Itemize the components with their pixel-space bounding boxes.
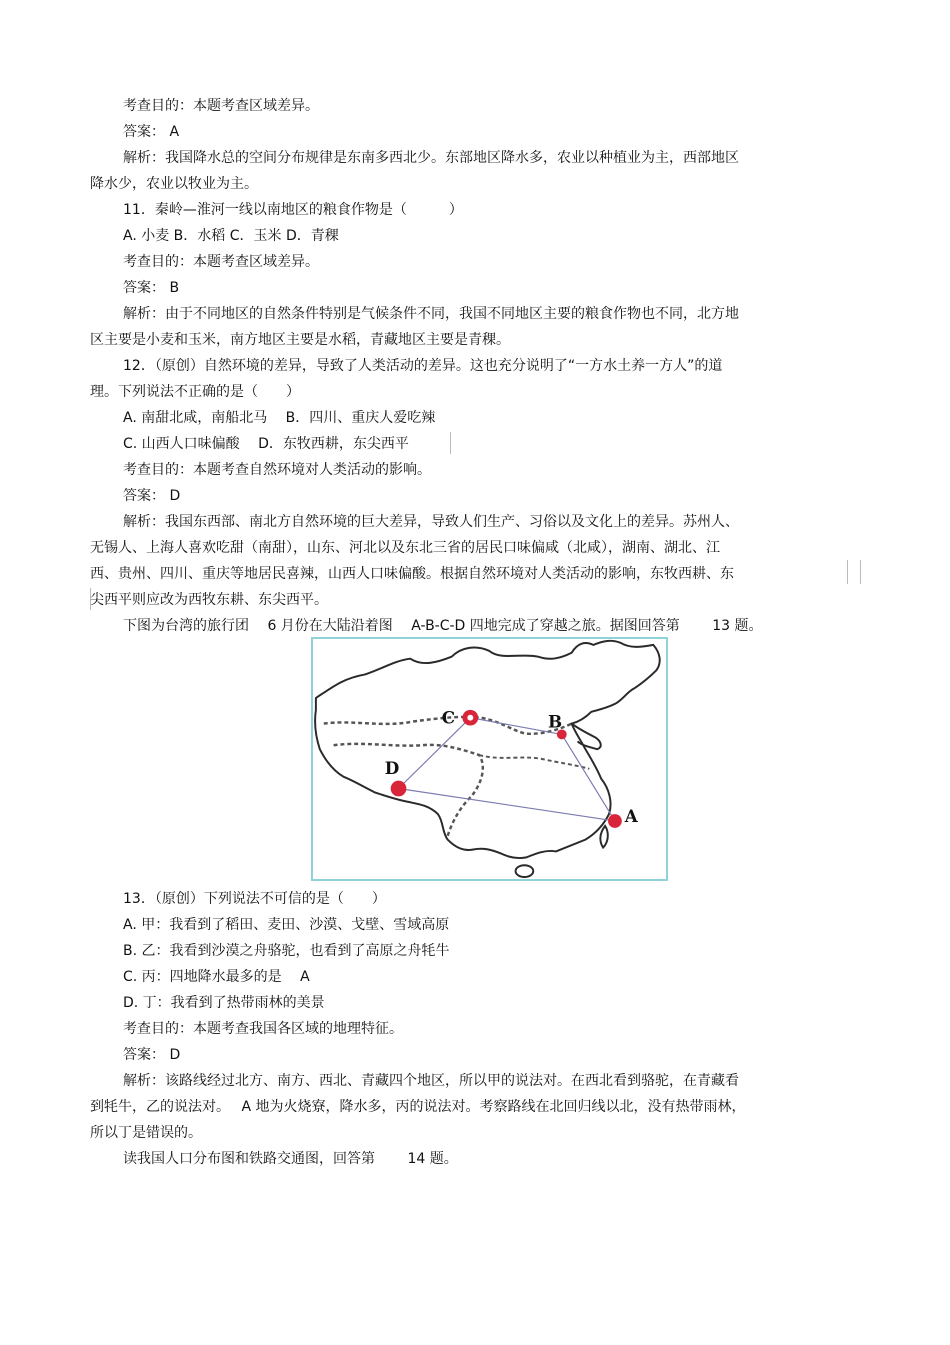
text-line: 答案： D	[123, 1047, 181, 1063]
text-line: 所以丁是错误的。	[90, 1125, 202, 1141]
text-line: 尖西平则应改为西牧东耕、东尖西平。	[90, 592, 328, 608]
text-line: 理。下列说法不正确的是（ ）	[90, 384, 300, 400]
question-12-options: C. 山西人口味偏酸 D．东牧西耕，东尖西平	[123, 436, 409, 452]
edge-mark	[90, 588, 91, 610]
question-12-options: A. 南甜北咸，南船北马 B．四川、重庆人爱吃辣	[123, 410, 436, 426]
china-outline-map	[313, 639, 666, 879]
point-a-marker	[608, 814, 622, 828]
text-line: 区主要是小麦和玉米，南方地区主要是水稻，青藏地区主要是青稞。	[90, 332, 510, 348]
question-13-option-b: B. 乙：我看到沙漠之舟骆驼，也看到了高原之舟牦牛	[123, 943, 450, 959]
question-11-options: A. 小麦 B．水稻 C．玉米 D．青稞	[123, 228, 339, 244]
text-line: 考查目的：本题考查我国各区域的地理特征。	[123, 1021, 403, 1037]
point-a-label: A	[624, 805, 638, 826]
question-11: 11．秦岭—淮河一线以南地区的粮食作物是（ ）	[123, 202, 463, 218]
question-13-option-a: A. 甲：我看到了稻田、麦田、沙漠、戈壁、雪域高原	[123, 917, 450, 933]
text-line: 下图为台湾的旅行团 6 月份在大陆沿着图 A-B-C-D 四地完成了穿越之旅。据图回答第 13 题。	[123, 618, 763, 634]
question-13: 13．（原创）下列说法不可信的是（ ）	[123, 891, 386, 907]
question-13-option-c: C. 丙：四地降水最多的是 A	[123, 969, 310, 985]
text-line: 解析：由于不同地区的自然条件特别是气候条件不同，我国不同地区主要的粮食作物也不同，北方地	[123, 306, 739, 322]
text-line: 考查目的：本题考查区域差异。	[123, 254, 319, 270]
point-b-label: B	[548, 711, 563, 732]
taiwan-island	[600, 826, 607, 848]
text-line: 西、贵州、四川、重庆等地居民喜辣，山西人口味偏酸。根据自然环境对人类活动的影响，东牧西耕、东	[90, 566, 734, 582]
text-line: 降水少，农业以牧业为主。	[90, 176, 258, 192]
text-line: 无锡人、上海人喜欢吃甜（南甜），山东、河北以及东北三省的居民口味偏咸（北咸），湖南、湖北、江	[90, 540, 720, 556]
edge-mark	[450, 432, 451, 454]
country-outline	[315, 641, 660, 858]
text-line: 解析：我国东西部、南北方自然环境的巨大差异，导致人们生产、习俗以及文化上的差异。苏州人、	[123, 514, 739, 530]
text-line: 答案： D	[123, 488, 181, 504]
text-line: 答案： A	[123, 124, 180, 140]
point-c-center	[467, 715, 473, 721]
route-line-da	[399, 789, 615, 821]
text-line: 解析：该路线经过北方、南方、西北、青藏四个地区，所以甲的说法对。在西北看到骆驼，在青藏看	[123, 1073, 739, 1089]
question-12: 12．（原创）自然环境的差异，导致了人类活动的差异。这也充分说明了“一方水土养一方人”的道	[123, 358, 723, 374]
region-boundary	[479, 755, 589, 769]
question-13-option-d: D. 丁：我看到了热带雨林的美景	[123, 995, 325, 1011]
text-line: 到牦牛，乙的说法对。 A 地为火烧寮，降水多，丙的说法对。考察路线在北回归线以北，没有热带雨林，	[90, 1099, 746, 1115]
text-line: 读我国人口分布图和铁路交通图，回答第 14 题。	[123, 1151, 458, 1167]
text-line: 考查目的：本题考查区域差异。	[123, 98, 319, 114]
point-d-label: D	[384, 757, 400, 778]
text-line: 解析：我国降水总的空间分布规律是东南多西北少。东部地区降水多，农业以种植业为主，西部地区	[123, 150, 739, 166]
edge-mark	[847, 560, 861, 584]
route-map	[311, 637, 668, 881]
text-line: 答案： B	[123, 280, 180, 296]
point-d-marker	[391, 781, 407, 797]
text-line: 考查目的：本题考查自然环境对人类活动的影响。	[123, 462, 431, 478]
point-c-label: C	[441, 707, 456, 728]
route-line-cd	[399, 718, 471, 789]
hainan-island	[516, 865, 534, 877]
peninsula-outline	[572, 724, 601, 750]
